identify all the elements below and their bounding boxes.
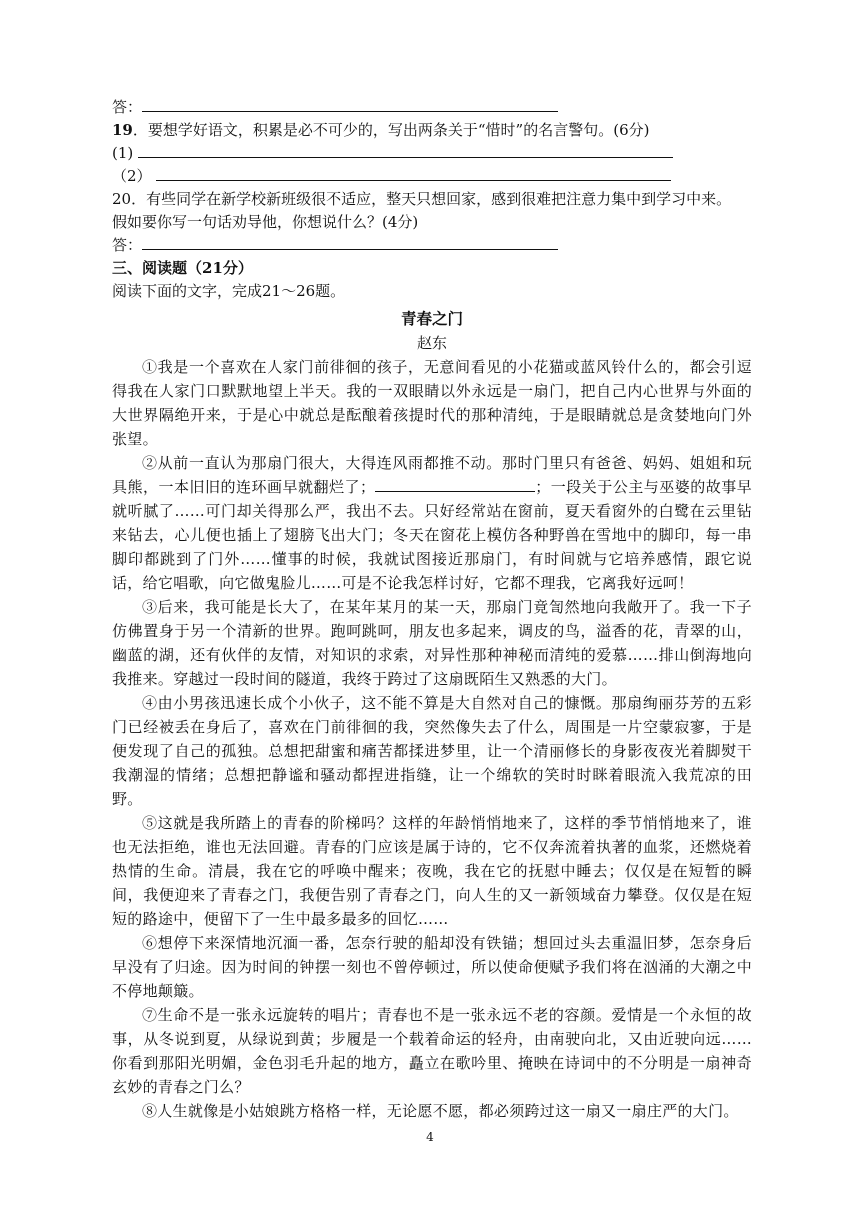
page-content	[112, 96, 752, 1123]
q20-answer-line	[112, 234, 752, 257]
q19-item-1	[112, 142, 752, 165]
q18-answer-line	[112, 96, 752, 119]
paragraph-2-before-blank: ②从前一直认为那扇门很大，大得连风雨都推不动。那时门里只有爸爸、妈妈、姐姐和玩具熊，一本旧旧的连环画早就翻烂了；	[112, 454, 752, 496]
q19-item1-blank[interactable]	[138, 142, 673, 158]
section-3-instruction: 阅读下面的文字，完成21～26题。	[112, 282, 346, 300]
q18-answer-label: 答：	[112, 98, 143, 116]
paragraph-5: ⑤这就是我所踏上的青春的阶梯吗？这样的年龄悄悄地来了，这样的季节悄悄地来了，谁也无法拒绝，谁也无法回避。青春的门应该是属于诗的，它不仅奔流着执著的血浆，还燃烧着热情的生命。清晨，我在它的呼唤中醒来；夜晚，我在它的抚慰中睡去；仅仅是在短暂的瞬间，我便迎来了青春之门，我便告别了青春之门，向人生的又一新领域奋力攀登。仅仅是在短短的路途中，便留下了一生中最多最多的回忆……	[112, 814, 752, 928]
paragraph-2	[112, 451, 752, 595]
q20-line-1: 20．有些同学在新学校新班级很不适应，整天只想回家，感到很难把注意力集中到学习中来。	[112, 190, 732, 208]
q19-item2-blank[interactable]	[156, 165, 671, 181]
q19-item1-label: (1)	[112, 144, 134, 162]
paragraph-1: ①我是一个喜欢在人家门前徘徊的孩子，无意间看见的小花猫或蓝风铃什么的，都会引逗得我在人家门口默默地望上半天。我的一双眼睛以外永远是一扇门，把自己内心世界与外面的大世界隔绝开来，于是心中就总是酝酿着孩提时代的那种清纯，于是眼睛就总是贪婪地向门外张望。	[112, 358, 752, 448]
q19-item-2	[112, 165, 752, 188]
q20-answer-label: 答：	[112, 236, 143, 254]
paragraph-2-after-blank: ；一段关于公主与巫婆的故事早就听腻了……可门却关得那么严，我出不去。只好经常站在窗前，夏天看窗外的白鹭在云里钻来钻去，心儿便也插上了翅膀飞出大门；冬天在窗花上模仿各种野兽在雪地中的脚印，每一串脚印都跳到了门外……懂事的时候，我就试图接近那扇门，有时间就与它培养感情，跟它说话，给它唱歌，向它做鬼脸儿……可是不论我怎样讨好，它都不理我，它离我好远呵！	[112, 478, 753, 592]
paragraph-3: ③后来，我可能是长大了，在某年某月的某一天，那扇门竟訇然地向我敞开了。我一下子仿佛置身于另一个清新的世界。跑呵跳呵，朋友也多起来，调皮的鸟，溢香的花，青翠的山，幽蓝的湖，还有伙伴的友情，对知识的求索，对异性那种神秘而清纯的爱慕……排山倒海地向我推来。穿越过一段时间的隧道，我终于跨过了这扇既陌生又熟悉的大门。	[112, 598, 752, 688]
q19-number: 19	[112, 121, 133, 139]
q20-line-2: 假如要你写一句话劝导他，你想说什么？(4分)	[112, 213, 419, 231]
paragraph-8: ⑧人生就像是小姑娘跳方格格一样，无论愿不愿，都必须跨过这一扇又一扇庄严的大门。	[142, 1102, 739, 1120]
q19-text: ．要想学好语文，积累是必不可少的，写出两条关于“惜时”的名言警句。(6分)	[132, 121, 650, 139]
paragraph-2-fill-blank[interactable]	[375, 477, 535, 492]
q20-answer-blank[interactable]	[142, 234, 558, 250]
paragraph-7: ⑦生命不是一张永远旋转的唱片；青春也不是一张永远不老的容颜。爱情是一个永恒的故事，从冬说到夏，从绿说到黄；步履是一个载着命运的轻舟，由南驶向北，又由近驶向远……你看到那阳光明媚，金色羽毛升起的地方，矗立在歌吟里、掩映在诗词中的不分明是一扇神奇玄妙的青春之门么？	[112, 1006, 752, 1096]
paragraph-4: ④由小男孩迅速长成个小伙子，这不能不算是大自然对自己的慷慨。那扇绚丽芬芳的五彩门已经被丢在身后了，喜欢在门前徘徊的我，突然像失去了什么，周围是一片空蒙寂寥，于是便发现了自己的孤独。总想把甜蜜和痛苦都揉进梦里，让一个清丽修长的身影夜夜光着脚熨干我潮湿的情绪；总想把静谧和骚动都捏进指缝，让一个绵软的笑时时眯着眼流入我荒凉的田野。	[112, 694, 752, 808]
q19-item2-label: （2）	[112, 167, 152, 185]
section-3-heading: 三、阅读题（21分）	[112, 259, 253, 277]
page-number: 4	[426, 1130, 434, 1144]
article-title: 青春之门	[400, 309, 463, 328]
article-author: 赵东	[416, 334, 447, 352]
question-19	[112, 119, 752, 142]
q18-answer-blank[interactable]	[142, 96, 558, 112]
paragraph-6: ⑥想停下来深情地沉湎一番，怎奈行驶的船却没有铁锚；想回过头去重温旧梦，怎奈身后早没有了归途。因为时间的钟摆一刻也不曾停顿过，所以使命便赋予我们将在汹涌的大潮之中不停地颠簸。	[112, 934, 752, 1000]
